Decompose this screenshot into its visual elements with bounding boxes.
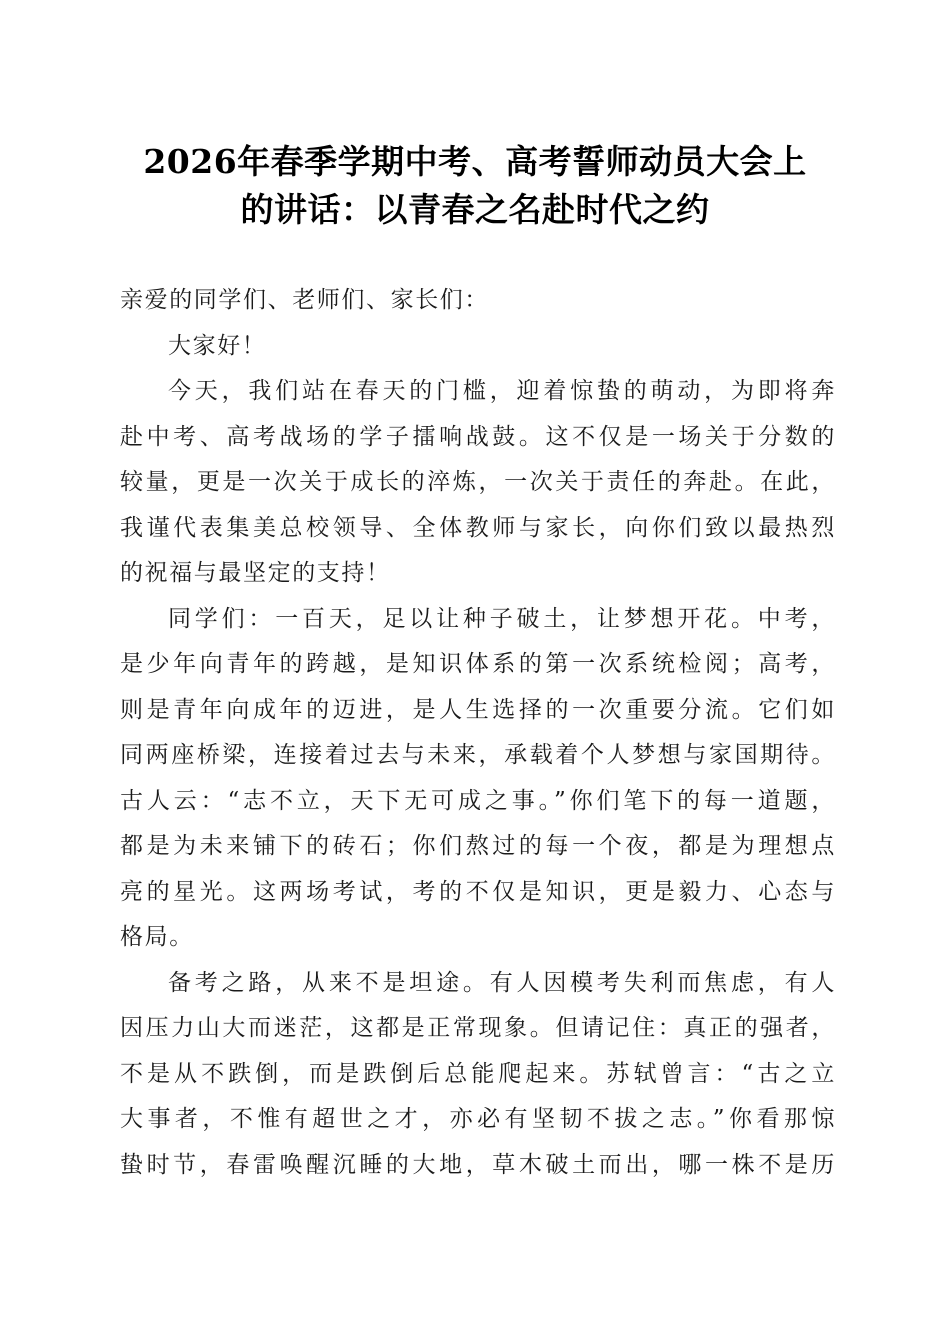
paragraph-line: 赴中考、高考战场的学子擂响战鼓。这不仅是一场关于分数的 xyxy=(120,423,836,450)
greeting: 大家好！ xyxy=(168,332,267,359)
paragraph-3 xyxy=(120,961,836,1189)
paragraph-line: 备考之路，从来不是坦途。有人因模考失利而焦虑，有人 xyxy=(168,969,836,996)
document-title xyxy=(100,138,850,234)
paragraph-line: 不是从不跌倒，而是跌倒后总能爬起来。苏轼曾言：“古之立 xyxy=(120,1060,836,1087)
paragraph-line: 是少年向青年的跨越，是知识体系的第一次系统检阅；高考， xyxy=(120,651,836,677)
paragraph-line: 格局。 xyxy=(120,924,194,950)
paragraph-line: 同学们：一百天，足以让种子破土，让梦想开花。中考， xyxy=(168,605,836,632)
paragraph-line: 都是为未来铺下的砖石；你们熬过的每一个夜，都是为理想点 xyxy=(120,833,836,859)
paragraph-line: 古人云：“志不立，天下无可成之事。”你们笔下的每一道题， xyxy=(120,787,836,814)
paragraph-line: 的祝福与最坚定的支持！ xyxy=(120,560,391,586)
paragraph-line: 较量，更是一次关于成长的淬炼，一次关于责任的奔赴。在此， xyxy=(120,469,836,495)
speech-body xyxy=(120,278,836,1188)
paragraph-line: 今天，我们站在春天的门槛，迎着惊蛰的萌动，为即将奔 xyxy=(168,378,836,404)
title-line-2: 的讲话：以青春之名赴时代之约 xyxy=(240,190,710,229)
paragraph-2 xyxy=(120,597,836,961)
paragraph-line: 则是青年向成年的迈进，是人生选择的一次重要分流。它们如 xyxy=(120,696,836,723)
title-line-1: 2026年春季学期中考、高考誓师动员大会上 xyxy=(143,142,807,181)
paragraph-1 xyxy=(120,369,836,597)
salutation: 亲爱的同学们、老师们、家长们： xyxy=(120,287,489,313)
paragraph-line: 大事者，不惟有超世之才，亦必有坚韧不拔之志。”你看那惊 xyxy=(120,1106,836,1132)
paragraph-line: 亮的星光。这两场考试，考的不仅是知识，更是毅力、心态与 xyxy=(120,878,836,905)
paragraph-line: 因压力山大而迷茫，这都是正常现象。但请记住：真正的强者， xyxy=(120,1015,836,1041)
paragraph-line: 同两座桥梁，连接着过去与未来，承载着个人梦想与家国期待。 xyxy=(120,742,836,768)
paragraph-line: 我谨代表集美总校领导、全体教师与家长，向你们致以最热烈 xyxy=(120,514,836,541)
paragraph-line: 蛰时节，春雷唤醒沉睡的大地，草木破土而出，哪一株不是历 xyxy=(120,1151,836,1178)
